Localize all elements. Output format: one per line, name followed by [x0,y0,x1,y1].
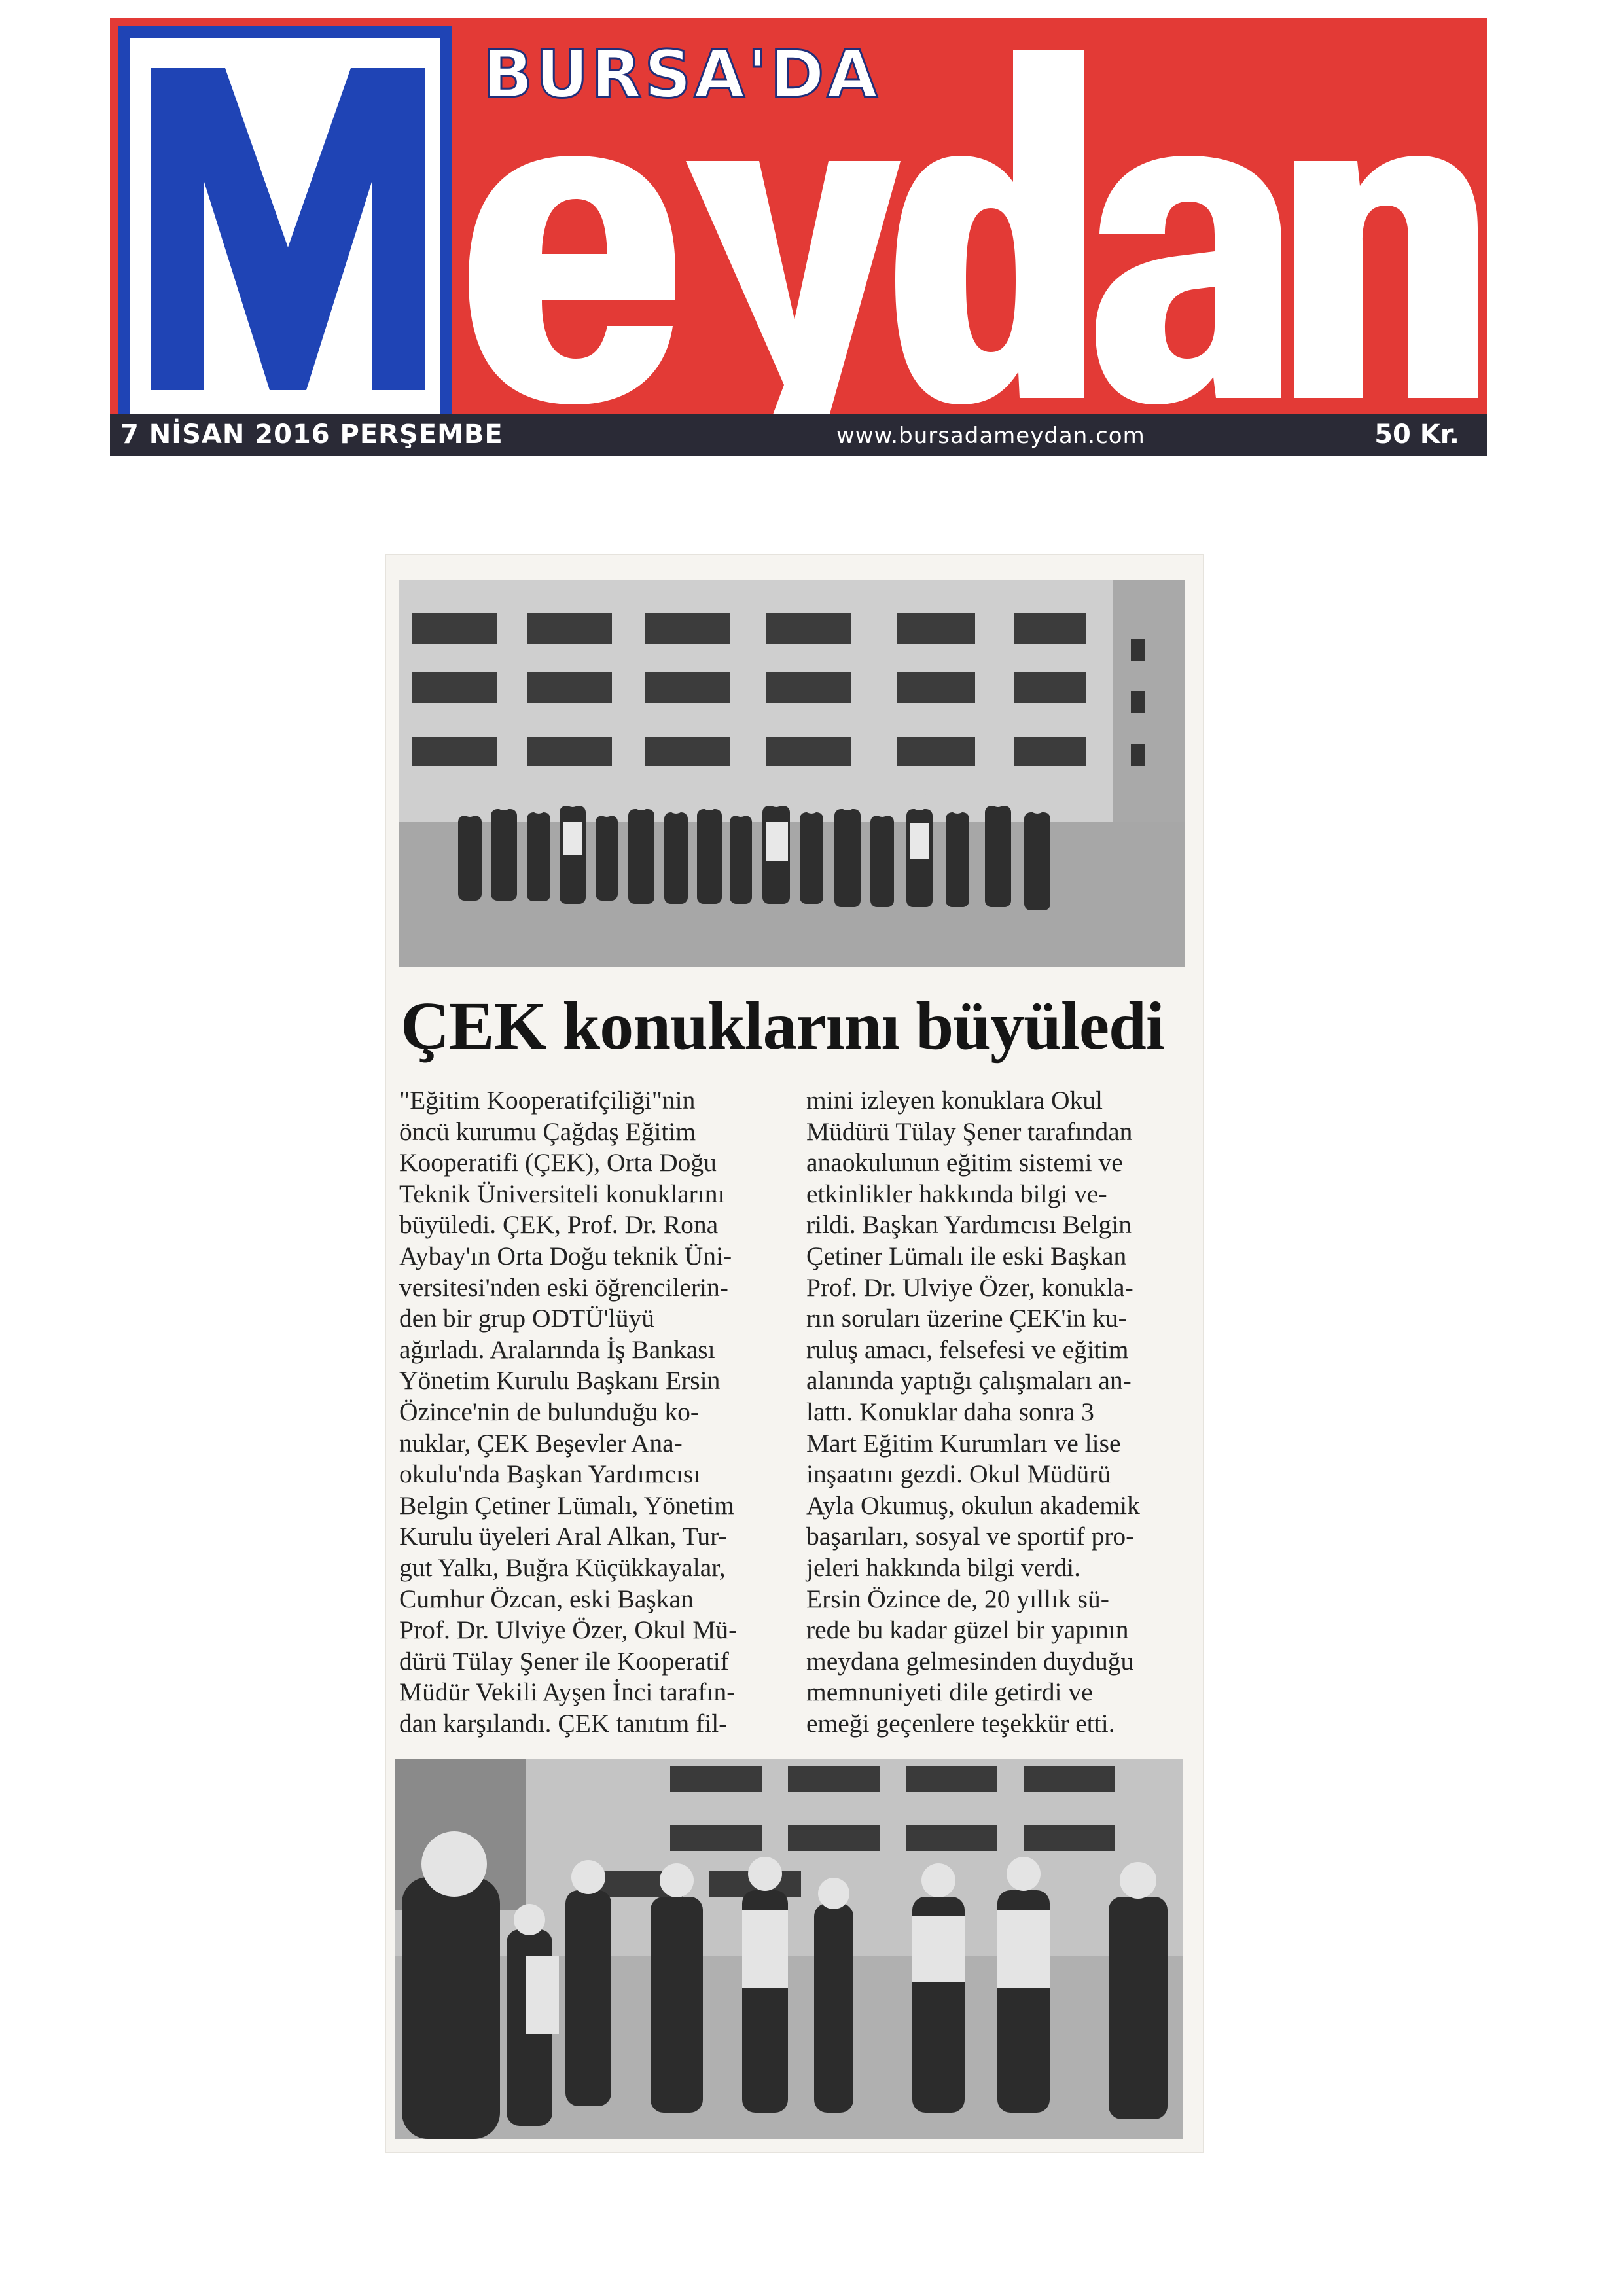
visit-photo-bottom [395,1759,1183,2139]
article-text-line: inşaatını gezdi. Okul Müdürü [806,1460,1111,1489]
article-text-line: Müdür Vekili Ayşen İnci tarafın- [399,1677,736,1707]
article-text-line: Mart Eğitim Kurumları ve lise [806,1428,1121,1458]
article-text-line: dürü Tülay Şener ile Kooperatif [399,1646,729,1676]
article-text-line: Prof. Dr. Ulviye Özer, Okul Mü- [399,1615,738,1645]
article-text-line: Ersin Özince de, 20 yıllık sü- [806,1584,1109,1613]
article-text-line: gut Yalkı, Buğra Küçükkayalar, [399,1552,726,1582]
article-text-line: öncü kurumu Çağdaş Eğitim [399,1117,696,1146]
article-text-line: Müdürü Tülay Şener tarafından [806,1117,1133,1146]
article-text-line: rın soruları üzerine ÇEK'in ku- [806,1304,1127,1333]
article-column-left [399,1085,766,1739]
article-text-line: Aybay'ın Orta Doğu teknik Üni- [399,1241,732,1270]
article-text-line: okulu'nda Başkan Yardımcısı [399,1460,701,1489]
article-text-line: "Eğitim Kooperatifçiliği"nin [399,1086,696,1115]
article-text-line: Yönetim Kurulu Başkanı Ersin [399,1366,721,1395]
publication-date: 7 NİSAN 2016 PERŞEMBE [120,420,503,450]
brand-city-label: BURSA'DA [483,36,880,113]
article-text-line: Çetiner Lümalı ile eski Başkan [806,1241,1127,1270]
price-label: 50 Kr. [1374,420,1459,450]
article-column-right [806,1085,1192,1739]
article-text-line: meydana gelmesinden duyduğu [806,1646,1134,1676]
article-text-line: ağırladı. Aralarında İş Bankası [399,1335,715,1364]
article-text-line: dan karşılandı. ÇEK tanıtım fil- [399,1708,728,1738]
article-text-line: alanında yaptığı çalışmaları an- [806,1366,1132,1395]
article-text-line: Kurulu üyeleri Aral Alkan, Tur- [399,1522,727,1551]
website-url: www.bursadameydan.com [836,423,1145,449]
article-text-line: emeği geçenlere teşekkür etti. [806,1708,1115,1738]
masthead-info-bar [110,414,1487,456]
article-text-line: rildi. Başkan Yardımcısı Belgin [806,1210,1132,1240]
article-text-line: büyüledi. ÇEK, Prof. Dr. Rona [399,1210,719,1240]
newspaper-masthead [110,18,1487,456]
article-text-line: Belgin Çetiner Lümalı, Yönetim [399,1490,734,1520]
article-text-line: den bir grup ODTÜ'lüyü [399,1304,654,1333]
article-text-line: versitesi'nden eski öğrencilerin- [399,1272,728,1302]
article-text-line: Ayla Okumuş, okulun akademik [806,1490,1140,1520]
article-headline: ÇEK konuklarını büyüledi [401,988,1164,1064]
article-text-line: memnuniyeti dile getirdi ve [806,1677,1093,1707]
article-text-line: Cumhur Özcan, eski Başkan [399,1584,694,1613]
article-text-line: nuklar, ÇEK Beşevler Ana- [399,1428,683,1458]
group-photo-top [399,580,1185,967]
article-text-line: lattı. Konuklar daha sonra 3 [806,1397,1094,1426]
article-text-line: jeleri hakkında bilgi verdi. [806,1552,1081,1582]
article-text-line: rede bu kadar güzel bir yapının [806,1615,1129,1645]
article-text-line: başarıları, sosyal ve sportif pro- [806,1522,1135,1551]
news-clipping [386,555,1203,2152]
article-text-line: Prof. Dr. Ulviye Özer, konukla- [806,1272,1133,1302]
article-text-line: etkinlikler hakkında bilgi ve- [806,1179,1107,1208]
article-text-line: Kooperatifi (ÇEK), Orta Doğu [399,1148,717,1177]
article-text-line: anaokulunun eğitim sistemi ve [806,1148,1123,1177]
article-text-line: Özince'nin de bulunduğu ko- [399,1397,699,1426]
article-text-line: mini izleyen konuklara Okul [806,1086,1103,1115]
article-text-line: Teknik Üniversiteli konuklarını [399,1179,725,1208]
article-text-line: ruluş amacı, felsefesi ve eğitim [806,1335,1129,1364]
